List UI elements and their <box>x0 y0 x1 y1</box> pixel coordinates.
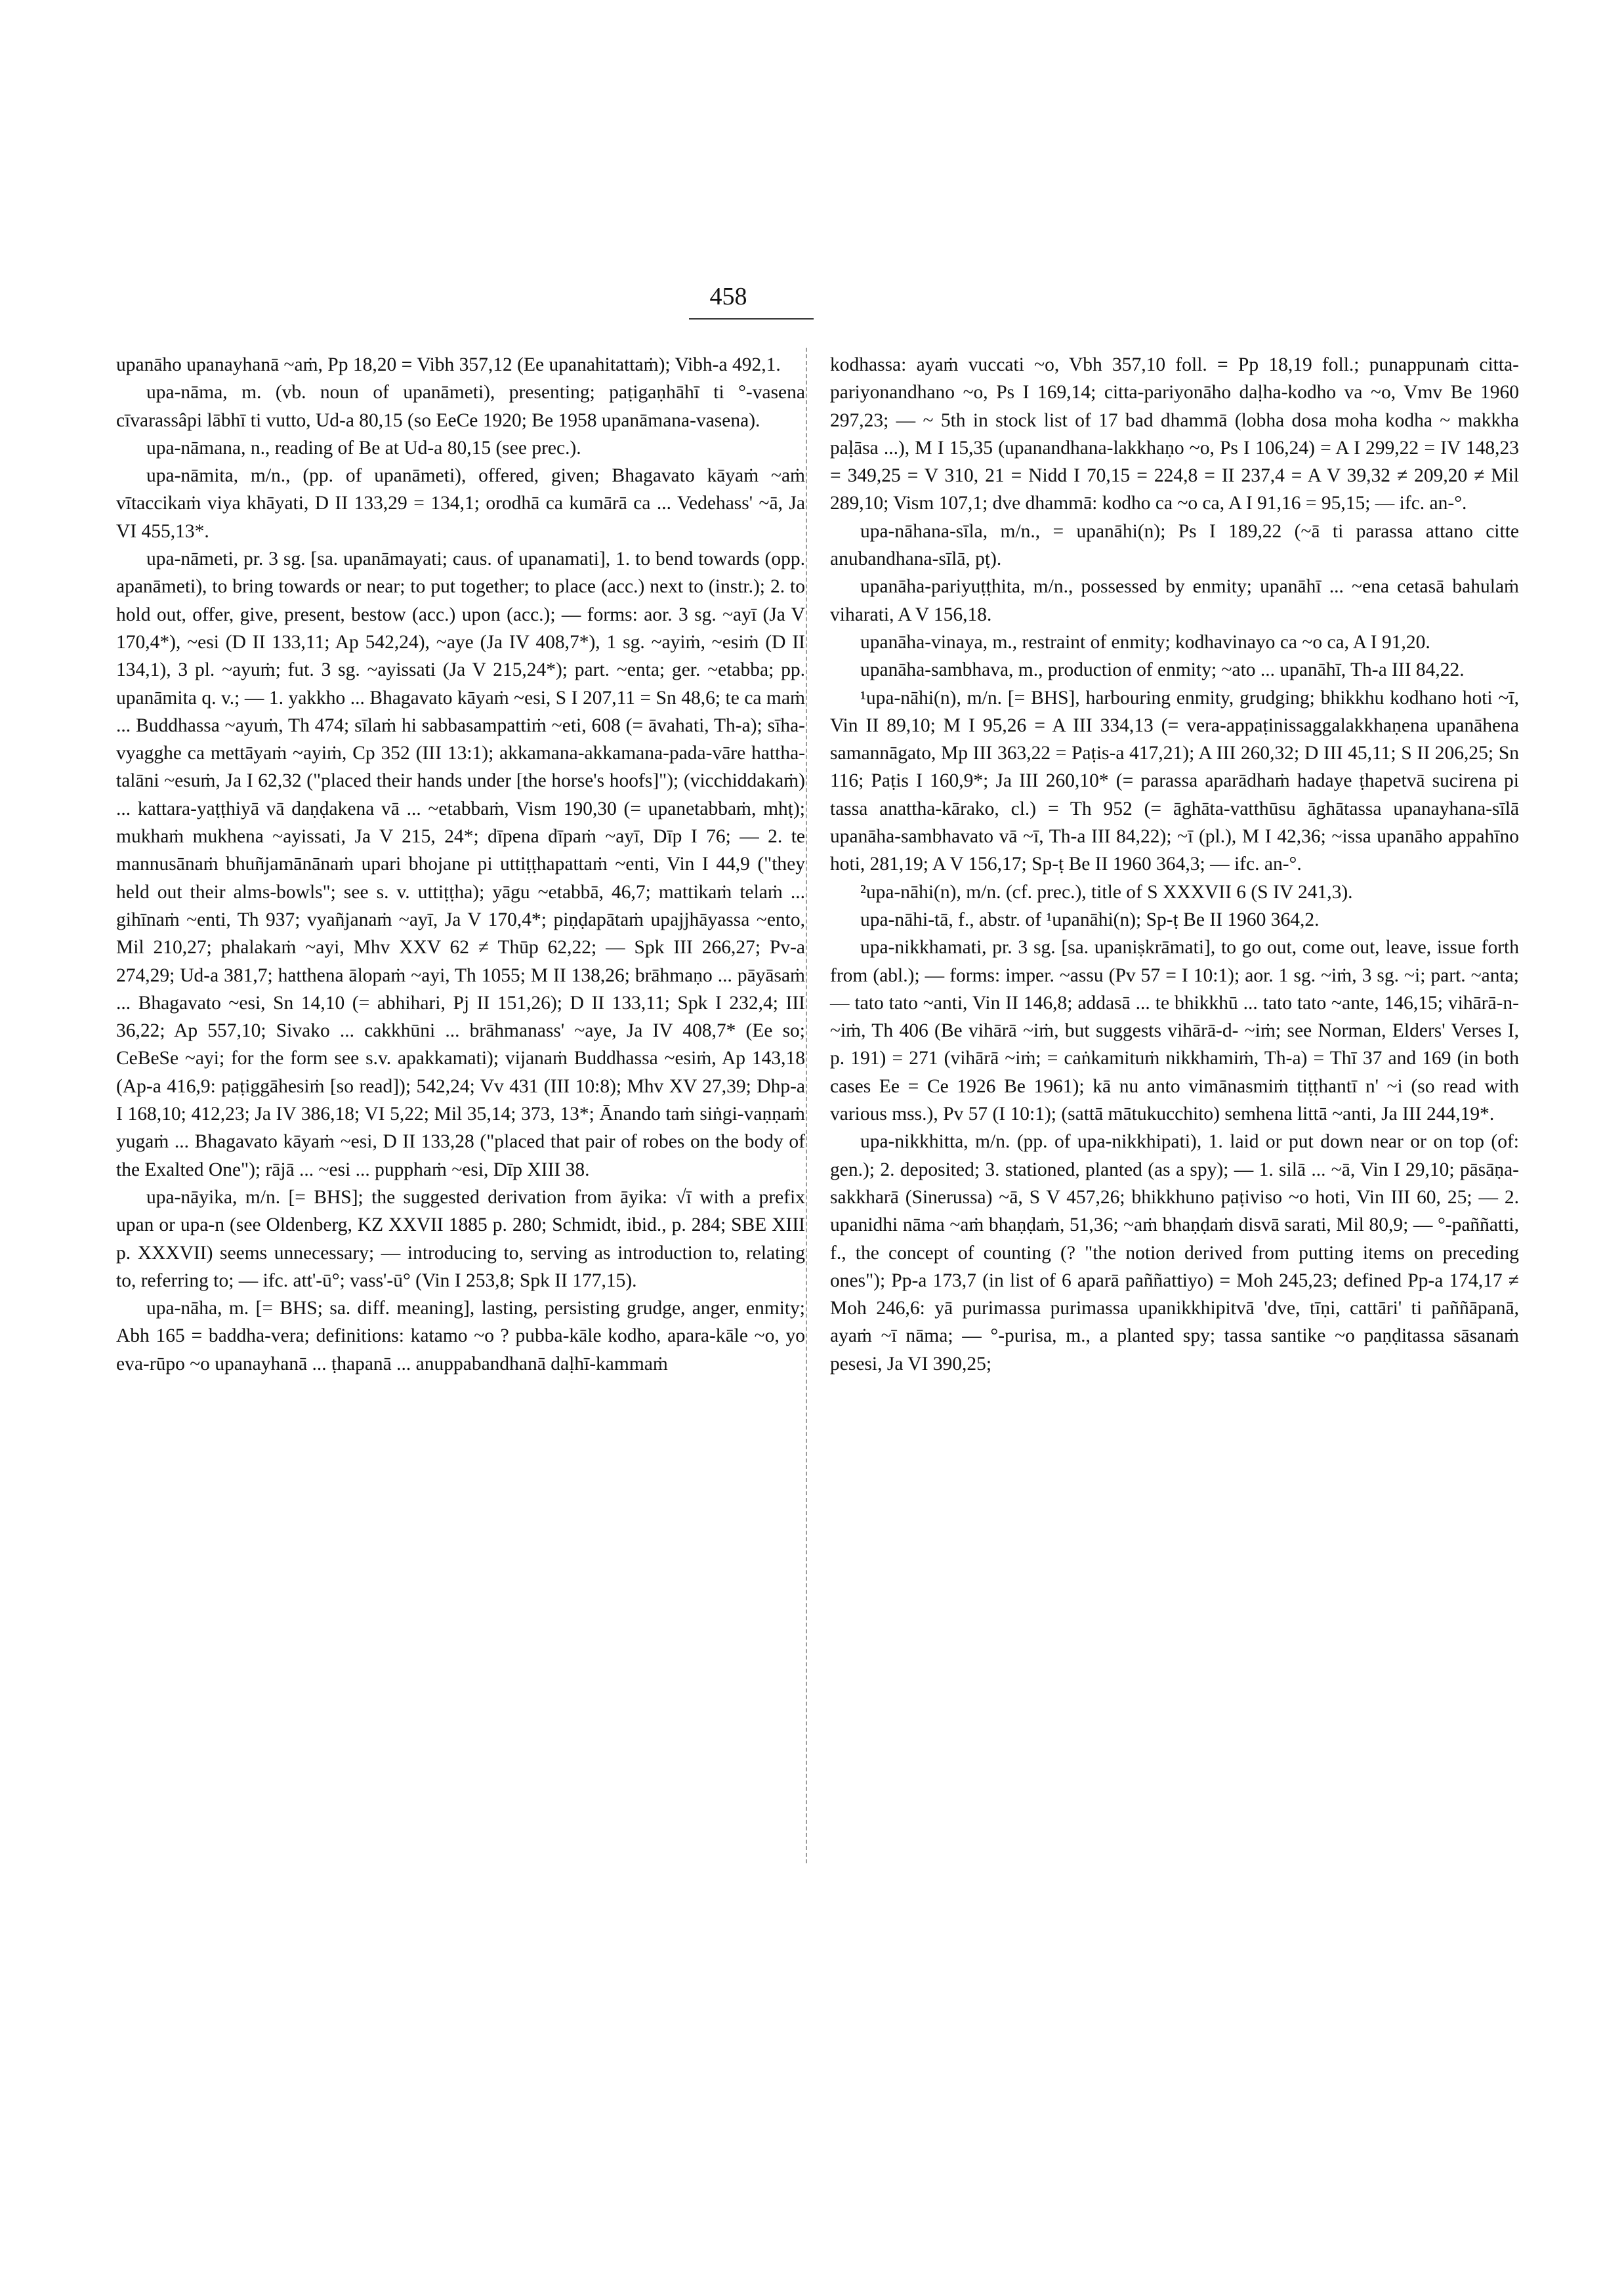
header-rule <box>689 318 814 320</box>
right-column <box>830 351 1519 1378</box>
left-column <box>116 351 805 1378</box>
page-number: 458 <box>709 283 747 310</box>
dictionary-entry: upa-nāhana-sīla, m/n., = upanāhi(n); Ps I 189,22 (~ā ti parassa attano citte anubandhana-sīlā, pṭ). <box>830 520 1519 570</box>
dictionary-entry: upa-nāha, m. [= BHS; sa. diff. meaning], lasting, persisting grudge, anger, enmity; Abh 165 = baddha-vera; definitions: katamo ~o ? pubba-kāle kodho, apara-kāle ~o, yo eva-rūpo ~o upanayhanā ... ṭhapanā ... anuppabandhanā daḷhī-kammaṁ <box>116 1298 805 1375</box>
dictionary-entry: upa-nāma, m. (vb. noun of upanāmeti), presenting; paṭigaṇhāhī ti °-vasena cīvarassâpi lābhī ti vutto, Ud-a 80,15 (so EeCe 1920; Be 1958 upanāmana-vasena). <box>116 382 805 431</box>
dictionary-entry: ²upa-nāhi(n), m/n. (cf. prec.), title of S XXXVII 6 (S IV 241,3). <box>860 881 1353 903</box>
dictionary-entry: kodhassa: ayaṁ vuccati ~o, Vbh 357,10 foll. = Pp 18,19 foll.; punappunaṁ citta-pariyonandhano ~o, Ps I 169,14; citta-pariyonāho daḷha-kodho va ~o, Vmv Be 1960 297,23; — ~ 5th in stock list of 17 bad dhammā (lobha dosa moha kodha ~ makkha paḷāsa ...), M I 15,35 (upanandhana-lakkhaṇo ~o, Ps I 106,24) = A I 299,22 = IV 148,23 = 349,25 = V 310, 21 = Nidd I 70,15 = 224,8 = II 237,4 = A V 39,32 ≠ 209,20 ≠ Mil 289,10; Vism 107,1; dve dhammā: kodho ca ~o ca, A I 91,16 = 95,15; — ifc. an-°. <box>830 354 1519 514</box>
dictionary-entry: upa-nikkhitta, m/n. (pp. of upa-nikkhipati), 1. laid or put down near or on top (of: gen.); 2. deposited; 3. stationed, planted (as a spy); — 1. silā ... ~ā, Vin I 29,10; pāsāṇa-sakkharā (Sinerussa) ~ā, S V 457,26; bhikkhuno paṭiviso ~o hoti, Vin III 60, 25; — 2. upanidhi nāma ~aṁ bhaṇḍaṁ, 51,36; ~aṁ bhaṇḍaṁ disvā sarati, Mil 80,9; — °-paññatti, f., the concept of counting (? "the notion derived from putting items on preceding ones"); Pp-a 173,7 (in list of 6 aparā paññattiyo) = Moh 245,23; defined Pp-a 174,17 ≠ Moh 246,6: yā purimassa purimassa upanikkhipitvā 'dve, tīṇi, cattāri' ti paññāpanā, ayaṁ ~ī nāma; — °-purisa, m., a planted spy; tassa santike ~o paṇḍitassa sāsanaṁ pesesi, Ja VI 390,25; <box>830 1131 1519 1375</box>
dictionary-entry: upa-nāyika, m/n. [= BHS]; the suggested derivation from āyika: √ī with a prefix upan or upa-n (see Oldenberg, KZ XXVII 1885 p. 280; Schmidt, ibid., p. 284; SBE XIII p. XXXVII) seems unnecessary; — introducing to, serving as introduction to, relating to, referring to; — ifc. att'-ū°; vass'-ū° (Vin I 253,8; Spk II 177,15). <box>116 1186 805 1291</box>
dictionary-entry: upanāho upanayhanā ~aṁ, Pp 18,20 = Vibh 357,12 (Ee upanahitattaṁ); Vibh-a 492,1. <box>116 354 781 375</box>
dictionary-entry: upanāha-sambhava, m., production of enmity; ~ato ... upanāhī, Th-a III 84,22. <box>860 659 1465 681</box>
dictionary-entry: upanāha-pariyuṭṭhita, m/n., possessed by enmity; upanāhī ... ~ena cetasā bahulaṁ viharati, A V 156,18. <box>830 576 1519 625</box>
dictionary-entry: upa-nikkhamati, pr. 3 sg. [sa. upaniṣkrāmati], to go out, come out, leave, issue forth from (abl.); — forms: imper. ~assu (Pv 57 = I 10:1); aor. 1 sg. ~iṁ, 3 sg. ~i; part. ~anta; — tato tato ~anti, Vin II 146,8; addasā ... te bhikkhū ... tato tato ~ante, 146,15; vihārā-n- ~iṁ, Th 406 (Be vihārā ~iṁ, but suggests vihārā-d- ~iṁ; see Norman, Elders' Verses I, p. 191) = 271 (vihārā ~iṁ; = caṅkamituṁ nikkhamiṁ, Th-a) = Thī 37 and 169 (in both cases Ee = Ce 1926 Be 1961); kā nu anto vimānasmiṁ tiṭṭhantī n' ~i (so read with various mss.), Pv 57 (I 10:1); (sattā mātukucchito) semhena littā ~anti, Ja III 244,19*. <box>830 937 1519 1125</box>
dictionary-entry: upa-nāmita, m/n., (pp. of upanāmeti), offered, given; Bhagavato kāyaṁ ~aṁ vītaccikaṁ viya khāyati, D II 133,29 = 134,1; orodhā ca kumārā ca ... Vedehass' ~ā, Ja VI 455,13*. <box>116 465 805 542</box>
dictionary-entry: upa-nāmeti, pr. 3 sg. [sa. upanāmayati; caus. of upanamati], 1. to bend towards (opp. apanāmeti), to bring towards or near; to put together; to place (acc.) next to (instr.); 2. to hold out, offer, give, present, bestow (acc.) upon (acc.); — forms: aor. 3 sg. ~ayī (Ja V 170,4*), ~esi (D II 133,11; Ap 542,24), ~aye (Ja IV 408,7*), 1 sg. ~ayiṁ, ~esiṁ (D II 134,1), 3 pl. ~ayuṁ; fut. 3 sg. ~ayissati (Ja V 215,24*); part. ~enta; ger. ~etabba; pp. upanāmita q. v.; — 1. yakkho ... Bhagavato kāyaṁ ~esi, S I 207,11 = Sn 48,6; te ca maṁ ... Buddhassa ~ayuṁ, Th 474; sīlaṁ hi sabbasampattiṁ ~eti, 608 (= āvahati, Th-a); sīha-vyagghe ca mettāyaṁ ~ayiṁ, Cp 352 (III 13:1); akkamana-akkamana-pada-vāre hattha-talāni ~esuṁ, Ja I 62,32 ("placed their hands under [the horse's hoofs]"); (vicchiddakaṁ) ... kattara-yaṭṭhiyā vā daṇḍakena vā ... ~etabbaṁ, Vism 190,30 (= upanetabbaṁ, mhṭ); mukhaṁ mukhena ~ayissati, Ja V 215, 24*; dīpena dīpaṁ ~ayī, Dīp I 76; — 2. te mannusānaṁ bhuñjamānānaṁ upari bhojane pi uttiṭṭhapattaṁ ~enti, Vin I 44,9 ("they held out their alms-bowls"; see s. v. uttiṭṭha); yāgu ~etabbā, 46,7; mattikaṁ telaṁ ... gihīnaṁ ~enti, Th 937; vyañjanaṁ ~ayī, Ja V 170,4*; piṇḍapātaṁ upajjhāyassa ~ento, Mil 210,27; phalakaṁ ~ayi, Mhv XXV 62 ≠ Thūp 62,22; — Spk III 266,27; Pv-a 274,29; Ud-a 381,7; hatthena ālopaṁ ~ayi, Th 1055; M II 138,26; brāhmaṇo ... pāyāsaṁ ... Bhagavato ~esi, Sn 14,10 (= abhihari, Pj II 151,26); D II 133,11; Spk I 232,4; III 36,22; Ap 557,10; Sivako ... cakkhūni ... brāhmanass' ~aye, Ja IV 408,7* (Ee so; CeBeSe ~ayi; for the form see s.v. apakkamati); vijanaṁ Buddhassa ~esiṁ, Ap 143,18 (Ap-a 416,9: paṭiggāhesiṁ [so read]); 542,24; Vv 431 (III 10:8); Mhv XV 27,39; Dhp-a I 168,10; 412,23; Ja IV 386,18; VI 5,22; Mil 35,14; 373, 13*; Ānando taṁ siṅgi-vaṇṇaṁ yugaṁ ... Bhagavato kāyaṁ ~esi, D II 133,28 ("placed that pair of robes on the body of the Exalted One"); rājā ... ~esi ... pupphaṁ ~esi, Dīp XIII 38. <box>116 548 805 1180</box>
dictionary-entry: ¹upa-nāhi(n), m/n. [= BHS], harbouring enmity, grudging; bhikkhu kodhano hoti ~ī, Vin II 89,10; M I 95,26 = A III 334,13 (= vera-appaṭinissaggalakkhaṇena upanāhena samannāgato, Mp III 363,22 = Paṭis-a 417,21); A III 260,32; D III 45,11; S II 206,25; Sn 116; Paṭis I 160,9*; Ja III 260,10* (= parassa aparādhaṁ hadaye ṭhapetvā sucirena pi tassa anattha-kārako, cl.) = Th 952 (= āghāta-vatthūsu āghātassa upanayhana-sīlā upanāha-sambhavato vā ~ī, Th-a III 84,22); ~ī (pl.), M I 42,36; ~issa upanāho appahīno hoti, 281,19; A V 156,17; Sp-ṭ Be II 1960 364,3; — ifc. an-°. <box>830 687 1519 875</box>
column-divider <box>806 348 807 1863</box>
dictionary-entry: upa-nāmana, n., reading of Be at Ud-a 80,15 (see prec.). <box>146 437 581 459</box>
dictionary-entry: upanāha-vinaya, m., restraint of enmity; kodhavinayo ca ~o ca, A I 91,20. <box>860 631 1430 653</box>
dictionary-entry: upa-nāhi-tā, f., abstr. of ¹upanāhi(n); Sp-ṭ Be II 1960 364,2. <box>860 909 1320 930</box>
